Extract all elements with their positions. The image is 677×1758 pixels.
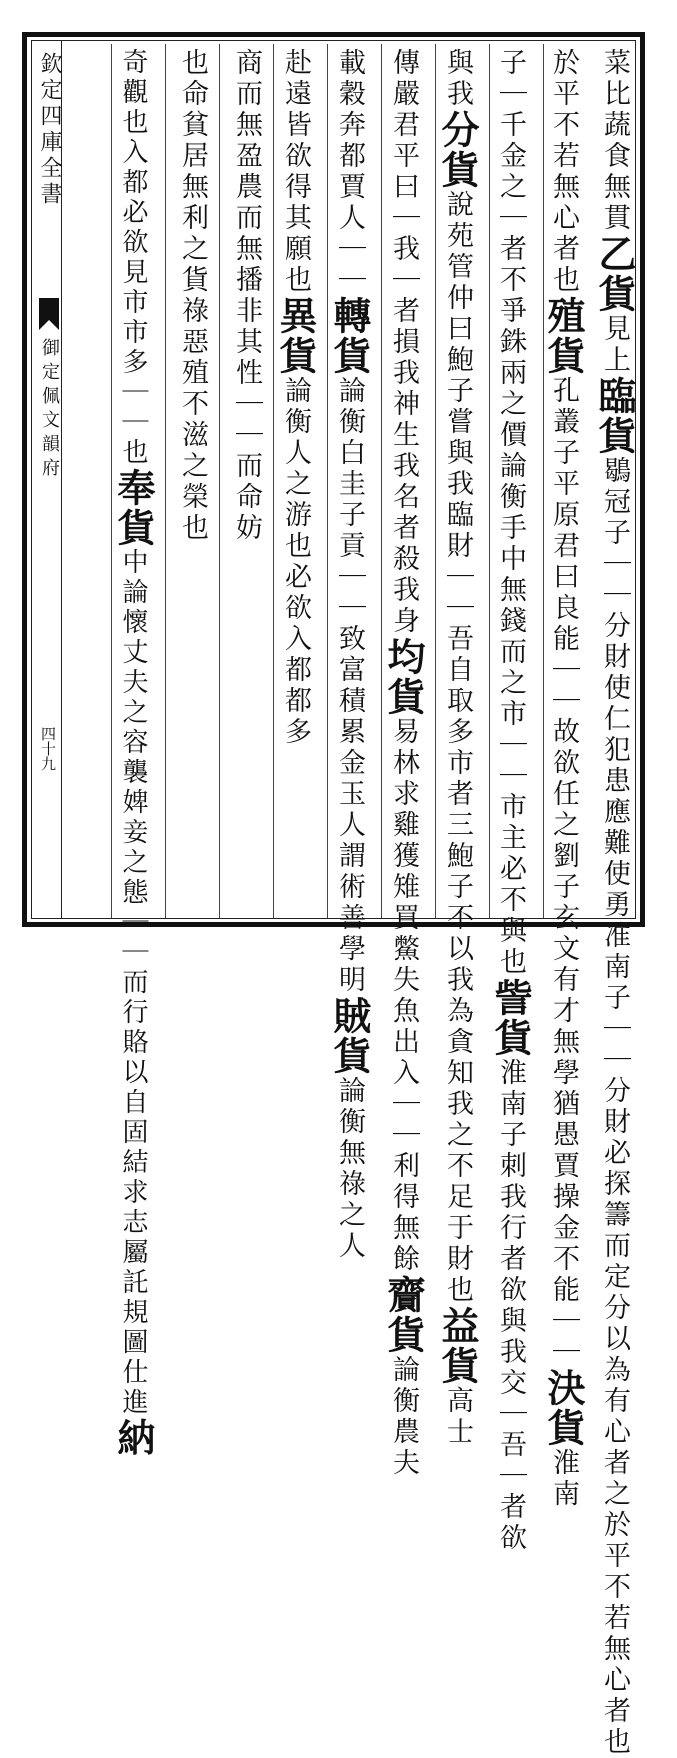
spine-collection-title: 欽定四庫全書 — [37, 52, 62, 208]
headword: 奉貨 — [111, 468, 156, 548]
headword: 賊貨 — [327, 996, 372, 1076]
headword: 殖貨 — [541, 296, 586, 376]
citation-text: 菜比蔬食無貫 — [599, 48, 630, 234]
citation-text: 見上 — [599, 314, 630, 376]
text-column-9 — [166, 48, 206, 916]
headword: 訾貨 — [488, 978, 533, 1058]
headword: 臨貨 — [592, 376, 637, 456]
spine-book-title: 御定佩文韻府 — [39, 338, 60, 482]
text-column-6 — [327, 48, 372, 1262]
headword: 乙貨 — [592, 234, 637, 314]
citation-text: 與我 — [442, 48, 473, 110]
citation-text: 淮南 — [548, 1448, 579, 1510]
headword: 轉貨 — [327, 296, 372, 376]
text-column-1 — [592, 48, 637, 1758]
text-column-3 — [488, 48, 533, 1554]
headword: 齎貨 — [381, 1275, 426, 1355]
text-column-2 — [541, 48, 586, 1510]
headword: 納 — [111, 1418, 156, 1458]
headword: 均貨 — [381, 637, 426, 717]
text-column-8 — [220, 48, 260, 916]
fishtail-mark-icon — [37, 296, 61, 332]
headword: 異貨 — [273, 296, 318, 376]
citation-text: 論衡人之游也必欲入都都多 — [280, 376, 311, 748]
citation-text: 易林求雞獲雉買鱉失魚出入｜｜利得無餘 — [388, 717, 419, 1275]
citation-text: 高士 — [442, 1386, 473, 1448]
text-column-4 — [435, 48, 480, 1448]
citation-text: 於平不若無心者也 — [548, 48, 579, 296]
spine-page-number: 四十九 — [39, 726, 57, 771]
citation-text: 載穀奔都賈人｜｜ — [334, 48, 365, 296]
citation-text: 淮南子刺我行者欲與我交｜吾｜者欲 — [495, 1058, 526, 1554]
citation-text: 鶡冠子｜｜分財使仁犯患應難使勇准南子｜｜分財必探籌而定分以為有心者之於平不若無心者也 — [599, 456, 630, 1758]
citation-text: 也命貧居無利之貨祿惡殖不滋之榮也 — [177, 48, 208, 544]
citation-text: 傳嚴君平曰｜我｜者損我神生我名者殺我身 — [388, 48, 419, 637]
citation-text: 論衡無祿之人 — [334, 1076, 365, 1262]
headword: 決貨 — [541, 1368, 586, 1448]
headword: 分貨 — [435, 110, 480, 190]
citation-text: 子｜千金之｜者不爭銖兩之價論衡手中無錢而之市｜｜市主必不與也 — [495, 48, 526, 978]
citation-text: 論衡農夫 — [388, 1355, 419, 1479]
headword: 益貨 — [435, 1306, 480, 1386]
citation-text: 商而無盈農而無播非其性｜｜而命妨 — [231, 48, 262, 544]
citation-text: 中論懷丈夫之容襲婢妾之態｜｜而行賂以自固結求志屬託規圖仕進 — [118, 548, 148, 1418]
text-column-10 — [111, 48, 156, 1458]
citation-text: 孔叢子平原君曰良能｜｜故欲任之劉子玄文有才無學猶愚賈操金不能｜｜ — [548, 376, 579, 1368]
text-column-5 — [381, 48, 426, 1479]
citation-text: 赴遠皆欲得其願也 — [280, 48, 311, 296]
citation-text: 說苑管仲曰鮑子嘗與我臨財｜｜吾自取多市者三鮑子不以我為貪知我之不足于財也 — [442, 190, 473, 1306]
citation-text: 奇觀也入都必欲見市市多｜｜也 — [118, 48, 148, 468]
citation-text: 論衡白圭子貢｜｜致富積累金玉人謂術善學明 — [334, 376, 365, 996]
text-column-7 — [273, 48, 318, 916]
